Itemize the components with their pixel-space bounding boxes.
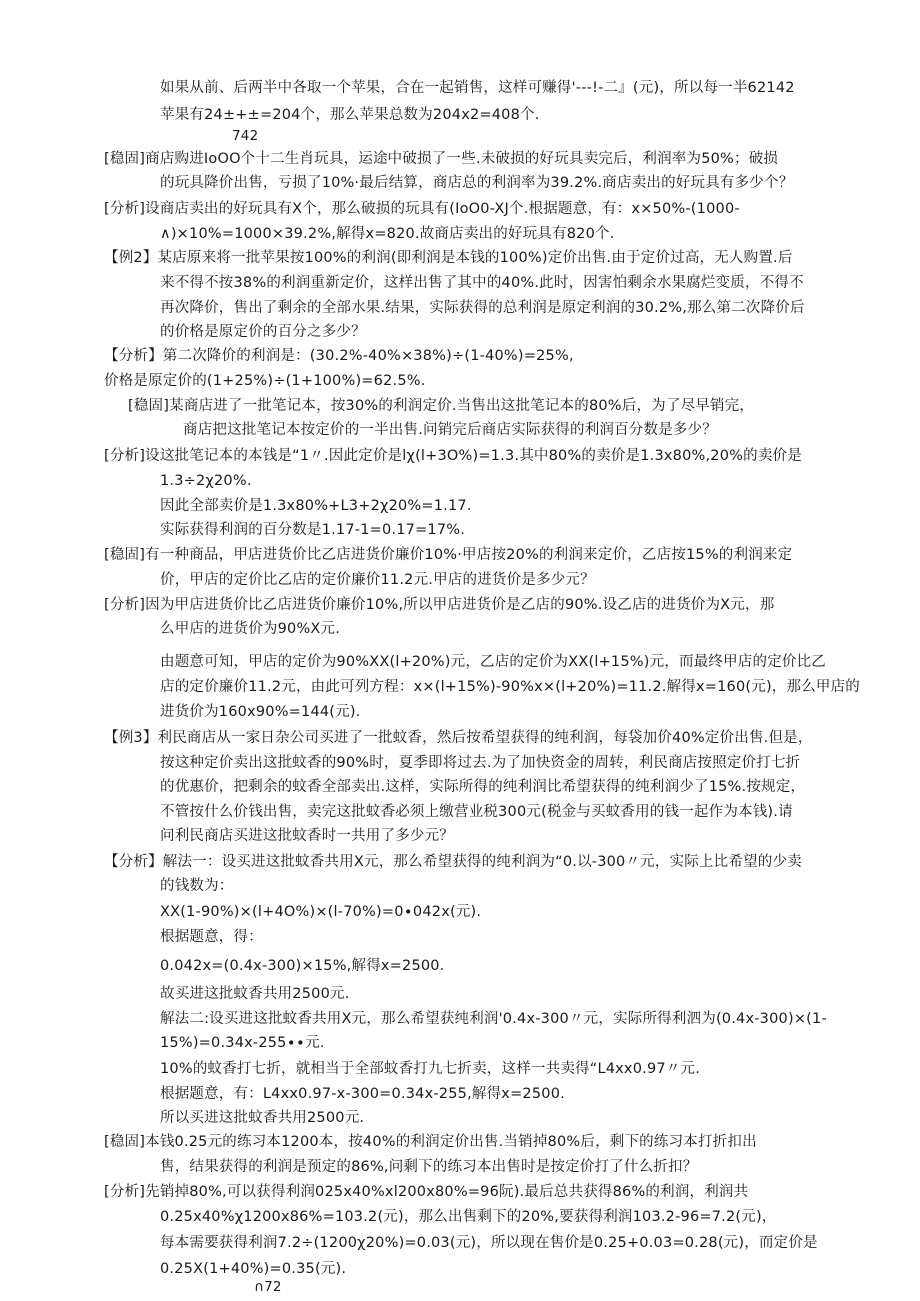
text-line: 【例2】某店原来将一批苹果按100%的利润(即利润是本钱的100%)定价出售.由于定价过高，无人购置.后 <box>104 250 793 266</box>
text-line: 再次降价，售出了剩余的全部水果.结果，实际获得的总利润是原定利润的30.2%,那么第二次降价后 <box>160 300 805 316</box>
text-line: 解法二:设买进这批蚊香共用X元，那么希望获纯利润'0.4x-300〃元，实际所得利泗为(0.4x-300)×(1- <box>160 1011 827 1027</box>
text-line: 按这种定价卖出这批蚊香的90%时，夏季即将过去.为了加快资金的周转，利民商店按照定价打七折 <box>160 755 801 771</box>
text-line: 故买进这批蚊香共用2500元. <box>160 986 350 1002</box>
text-line: 么甲店的进货价为90%X元. <box>160 621 341 637</box>
text-line: 根据题意，有：L4xx0.97-x-300=0.34x-255,解得x=2500. <box>160 1086 565 1102</box>
text-line: 的玩具降价出售，亏损了10%·最后结算，商店总的利润率为39.2%.商店卖出的好玩具有多少个？ <box>160 175 794 191</box>
text-line: ∧)×10%=1000×39.2%,解得x=820.故商店卖出的好玩具有820个. <box>160 226 615 242</box>
text-line: 价格是原定价的(1+25%)÷(1+100%)=62.5%. <box>104 373 426 389</box>
text-line: 因此全部卖价是1.3x80%+L3+2χ20%=1.17. <box>160 498 472 514</box>
text-line: 如果从前、后两半中各取一个苹果，合在一起销售，这样可赚得'---!-二』(元)，所以每一半62142 <box>160 80 795 96</box>
text-line: XX(1-90%)×(l+4O%)×(l-70%)=0∙042x(元). <box>160 904 482 920</box>
text-line: 所以买进这批蚊香共用2500元. <box>160 1110 365 1126</box>
text-line: 价，甲店的定价比乙店的定价廉价11.2元.甲店的进货价是多少元？ <box>160 572 595 588</box>
text-line: 苹果有24±+±=204个，那么苹果总数为204x2=408个. <box>160 107 540 123</box>
text-line: 的价格是原定价的百分之多少？ <box>160 324 366 340</box>
text-line: [分析]设这批笔记本的本钱是“1〃.因此定价是lχ(l+3O%)=1.3.其中80%的卖价是1.3x80%,20%的卖价是 <box>104 448 802 464</box>
text-line: [稳固]某商店进了一批笔记本，按30%的利润定价.当售出这批笔记本的80%后，为了尽早销完， <box>128 398 755 414</box>
text-line: [稳固]商店购进IoOO个十二生肖玩具，运途中破损了一些.未破损的好玩具卖完后，利润率为50%；破损 <box>104 151 779 167</box>
text-line: 0.25X(1+40%)=0.35(元). <box>160 1261 347 1277</box>
text-line: [分析]先销掉80%,可以获得利润025x40%xl200x80%=96阮).最后总共获得86%的利润，利润共 <box>104 1184 749 1200</box>
text-line: 每本需要获得利润7.2÷(1200χ20%)=0.03(元)，所以现在售价是0.25+0.03=0.28(元)，而定价是 <box>160 1235 818 1251</box>
text-line: 【例3】利民商店从一家日杂公司买进了一批蚊香，然后按希望获得的纯利润，每袋加价40%定价出售.但是， <box>104 730 813 746</box>
text-line: 的钱数为： <box>160 878 234 894</box>
text-line: [稳固]本钱0.25元的练习本1200本，按40%的利润定价出售.当销掉80%后，剩下的练习本打折扣出 <box>104 1134 757 1150</box>
text-line: 742 <box>232 128 259 144</box>
text-line: 来不得不按38%的利润重新定价，这样出售了其中的40%.此时，因害怕剩余水果腐烂变质，不得不 <box>160 275 804 291</box>
text-line: 实际获得利润的百分数是1.17-1=0.17=17%. <box>160 522 466 538</box>
text-line: 1.3÷2χ20%. <box>160 473 252 489</box>
text-line: [分析]设商店卖出的好玩具有X个，那么破损的玩具有(IoO0-XJ个.根据题意，有：x×50%-(1000- <box>104 201 740 217</box>
text-line: 进货价为160x90%=144(元). <box>160 704 361 720</box>
text-line: 由题意可知，甲店的定价为90%XX(l+20%)元，乙店的定价为XX(l+15%)元，而最终甲店的定价比乙 <box>160 654 826 670</box>
text-line: 不管按什么价钱出售，卖完这批蚊香必须上缴营业税300元(税金与买蚊香用的钱一起作为本钱).请 <box>160 804 793 820</box>
text-line: 店的定价廉价11.2元，由此可列方程：x×(l+15%)-90%x×(l+20%)=11.2.解得x=160(元)，那么甲店的 <box>160 679 861 695</box>
text-line: [稳固]有一种商品，甲店进货价比乙店进货价廉价10%·甲店按20%的利润来定价，乙店按15%的利润来定 <box>104 547 793 563</box>
text-line: 0.042x=(0.4x-300)×15%,解得x=2500. <box>160 958 445 974</box>
text-line: ∩72 <box>254 1279 282 1295</box>
text-line: 【分析】解法一：设买进这批蚊香共用X元，那么希望获得的纯利润为“0.以-300〃元，实际上比希望的少卖 <box>104 854 802 870</box>
text-line: 根据题意，得： <box>160 929 263 945</box>
text-line: 的优惠价，把剩余的蚊香全部卖出.这样，实际所得的纯利润比希望获得的纯利润少了15%.按规定， <box>160 779 806 795</box>
text-line: 0.25x40%χ1200x86%=103.2(元)，那么出售剩下的20%,要获得利润103.2-96=7.2(元)， <box>160 1209 777 1225</box>
text-line: 问利民商店买进这批蚊香时一共用了多少元？ <box>160 828 454 844</box>
text-line: 售，结果获得的利润是预定的86%,问剩下的练习本出售时是按定价打了什么折扣？ <box>160 1159 698 1175</box>
text-line: [分析]因为甲店进货价比乙店进货价廉价10%,所以甲店进货价是乙店的90%.设乙店的进货价为X元，那 <box>104 597 775 613</box>
text-line: 15%)=0.34x-255∙∙元. <box>160 1035 325 1051</box>
text-line: 10%的蚊香打七折，就相当于全部蚊香打九七折卖，这样一共卖得“L4xx0.97〃元. <box>160 1061 700 1077</box>
text-line: 商店把这批笔记本按定价的一半出售.问销完后商店实际获得的利润百分数是多少？ <box>183 422 718 438</box>
text-line: 【分析】第二次降价的利润是：(30.2%-40%×38%)÷(1-40%)=25%, <box>104 348 574 364</box>
